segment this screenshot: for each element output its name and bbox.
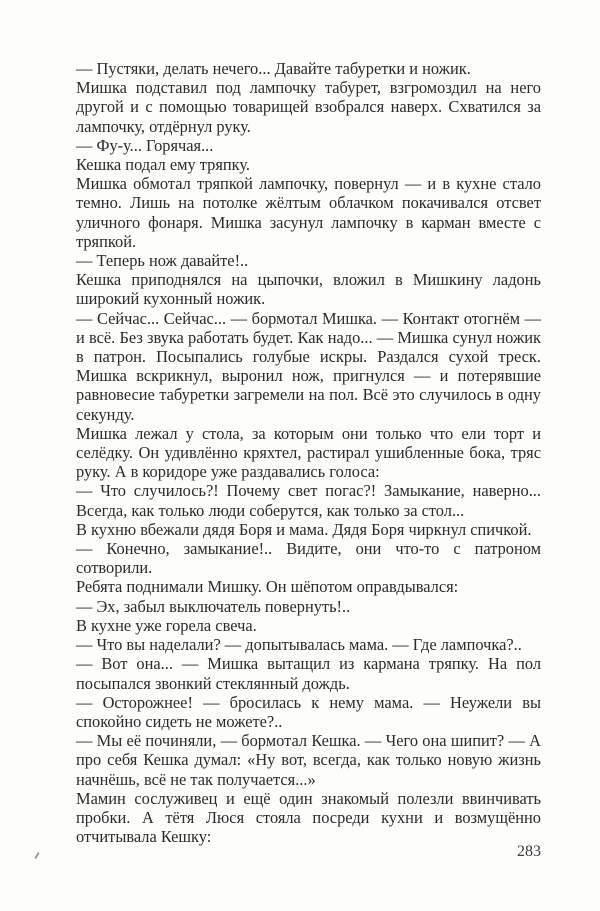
paragraph: — Эх, забыл выключатель повернуть!.. [76, 596, 351, 616]
paragraph: Мишка лежал у стола, за которым они только что ели торт и селёдку. Он удивлённо кряхтел, растирал ушибленные бока, тряс руку. А в коридоре уже раздавались голоса: [76, 423, 541, 482]
paragraph: Мишка обмотал тряпкой лампочку, повернул — и в кухне стало темно. Лишь на потолке жёлтым облачком покачивался отсвет уличного фонаря. Мишка засунул лампочку в карман вместе с тряпкой. [76, 174, 541, 251]
paragraph: Кешка подал ему тряпку. [76, 155, 251, 175]
paragraph: В кухне уже горела свеча. [76, 615, 257, 635]
paragraph: — Теперь нож давайте!.. [76, 251, 249, 271]
print-speck [34, 852, 39, 859]
paragraph: Ребята поднимали Мишку. Он шёпотом оправдывался: [76, 577, 459, 597]
paragraph: В кухню вбежали дядя Боря и мама. Дядя Боря чиркнул спичкой. [76, 519, 532, 539]
paragraph: — Фу-у... Горячая... [76, 135, 214, 155]
paragraph: — Конечно, замыкание!.. Видите, они что-то с патроном сотворили. [76, 539, 541, 578]
paragraph: — Пустяки, делать нечего... Давайте табуретки и ножик. [76, 59, 471, 78]
paragraph: — Сейчас... Сейчас... — бормотал Мишка. — Контакт отогнём — и всё. Без звука работать будет. Как надо... — Мишка сунул ножик в патрон. Посыпались голубые искры. Раздался сухой треск. Мишка вскрикнул, выронил нож, пригнулся — и потерявшие равновесие табуретки загремели на пол. Всё это случилось в одну секунду. [76, 308, 541, 424]
paragraph: — Вот она... — Мишка вытащил из кармана тряпку. На пол посыпался звонкий стеклянный дождь. [76, 654, 541, 693]
paragraph: Мамин сослуживец и ещё один знакомый полезли ввинчивать пробки. А тётя Люся стояла посреди кухни и возмущённо отчитывала Кешку: [76, 788, 541, 847]
paragraph: Мишка подставил под лампочку табурет, взгромоздил на него другой и с помощью товарищей взобрался наверх. Схватился за лампочку, отдёрнул руку. [76, 78, 541, 136]
paragraph: — Что случилось?! Почему свет погас?! Замыкание, наверно... Всегда, как только люди соберутся, как только за стол... [76, 481, 541, 520]
paragraph: — Осторожнее! — бросилась к нему мама. — Неужели вы спокойно сидеть не можете?.. [76, 692, 541, 731]
body-text [76, 59, 541, 846]
paragraph: Кешка приподнялся на цыпочки, вложил в Мишкину ладонь широкий кухонный ножик. [76, 270, 541, 309]
paragraph: — Что вы наделали? — допытывалась мама. — Где лампочка?.. [76, 635, 522, 655]
page-number: 283 [517, 843, 541, 860]
paragraph: — Мы её починяли, — бормотал Кешка. — Чего она шипит? — А про себя Кешка думал: «Ну вот, всегда, как только новую жизнь начнёшь, всё не так получается...» [76, 731, 541, 789]
